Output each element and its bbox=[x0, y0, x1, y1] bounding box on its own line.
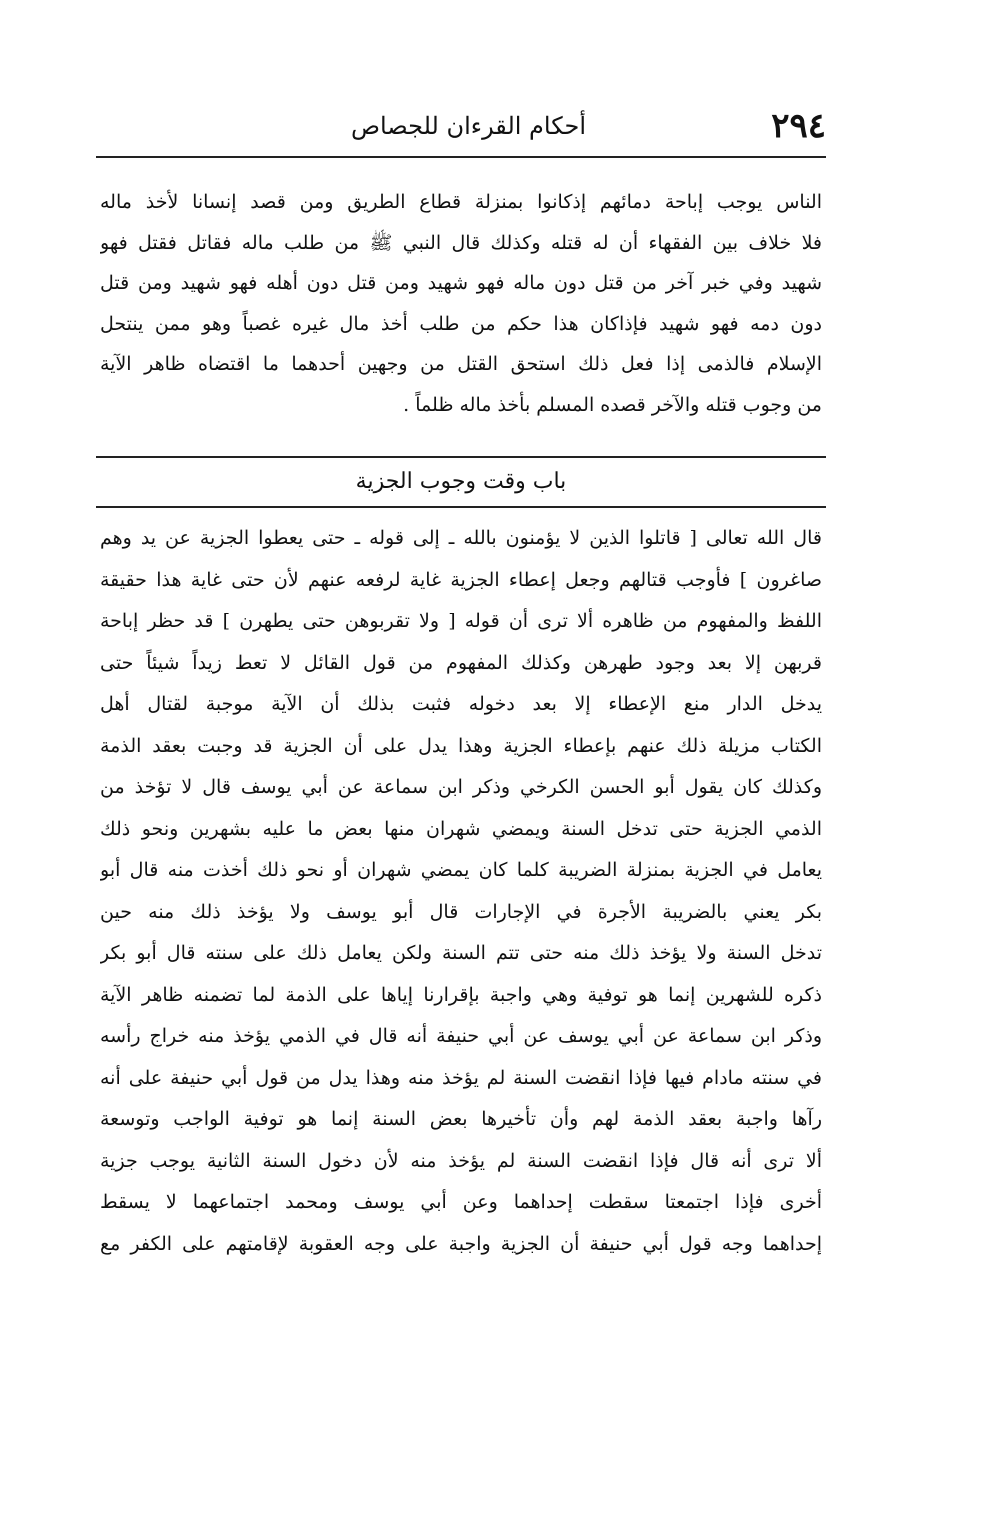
paragraph-1 bbox=[100, 182, 822, 425]
text-line: يعامل في الجزية بمنزلة الضريبة كلما كان يمضي شهران أو نحو ذلك أخذت منه قال أبو bbox=[100, 859, 822, 881]
text-line: أخرى فإذا اجتمعتا سقطت إحداهما وعن أبي يوسف ومحمد اجتماعهما لا يسقط bbox=[100, 1191, 822, 1213]
text-line: فلا خلاف بين الفقهاء أن له قتله وكذلك قال النبي ﷺ من طلب ماله فقاتل فقتل فهو bbox=[100, 231, 822, 254]
text-line: ذكره للشهرين إنما هو توفية وهي واجبة بإقرارنا إياها على الذمة لما تضمنه ظاهر الآية bbox=[100, 983, 822, 1006]
text-line: ألا ترى أنه قال فإذا انقضت السنة لم يؤخذ منه لأن دخول السنة الثانية يوجب جزية bbox=[100, 1149, 822, 1172]
text-line: الناس يوجب إباحة دمائهم إذكانوا بمنزلة قطاع الطريق ومن قصد إنسانا لأخذ ماله bbox=[100, 191, 822, 213]
section-rule-top bbox=[96, 456, 826, 458]
section-rule-bottom bbox=[96, 506, 826, 508]
text-line: الذمي الجزية حتى تدخل السنة ويمضي شهران منها بعض ما عليه بشهرين ونحو ذلك bbox=[100, 817, 822, 840]
paragraph-2 bbox=[100, 518, 822, 1265]
text-line: قربهن إلا بعد وجود طهرهن وكذلك المفهوم من قول القائل لا تعط زيداً شيئاً حتى bbox=[100, 651, 822, 674]
text-line: قال الله تعالى [ قاتلوا الذين لا يؤمنون بالله ـ إلى قوله ـ حتى يعطوا الجزية عن يد وهم bbox=[100, 527, 822, 549]
text-line: الكتاب مزيلة ذلك عنهم بإعطاء الجزية وهذا يدل على أن الجزية قد وجبت بعقد الذمة bbox=[100, 734, 822, 757]
page-number: ٢٩٤ bbox=[771, 106, 826, 146]
page-header bbox=[96, 100, 826, 152]
text-line: إحداهما وجه قول أبي حنيفة أن الجزية واجبة على وجه العقوبة لإقامتهم على الكفر مع bbox=[100, 1232, 822, 1255]
section-heading: باب وقت وجوب الجزية bbox=[355, 469, 567, 494]
text-line: اللفظ والمفهوم من ظاهره ألا ترى أن قوله [ ولا تقربوهن حتى يطهرن ] قد حظر إباحة bbox=[100, 610, 822, 632]
text-line: صاغرون ] فأوجب قتالهم وجعل إعطاء الجزية غاية لرفعه عنهم لأن حتى غاية هذا حقيقة bbox=[100, 568, 822, 591]
text-line: الإسلام فالذمى إذا فعل ذلك استحق القتل من وجهين أحدهما ما اقتضاه ظاهر الآية bbox=[100, 353, 822, 375]
text-line: شهيد وفي خبر آخر من قتل دون ماله فهو شهيد ومن قتل دون أهله فهو شهيد ومن قتل bbox=[100, 272, 822, 294]
text-line: من وجوب قتله والآخر قصده المسلم بأخذ ماله ظلماً . bbox=[403, 393, 822, 416]
text-line: تدخل السنة ولا يؤخذ ذلك منه حتى تتم السنة ولكن يعامل ذلك على سنته قال أبو بكر bbox=[100, 942, 822, 964]
text-line: وكذلك كان يقول أبو الحسن الكرخي وذكر ابن سماعة عن أبي يوسف قال لا تؤخذ من bbox=[100, 776, 822, 798]
running-title: أحكام القرءان للجصاص bbox=[350, 112, 586, 140]
text-line: رآها واجبة بعقد الذمة لهم وأن تأخيرها بعض السنة إنما هو توفية الواجب وتوسعة bbox=[100, 1108, 822, 1130]
header-rule bbox=[96, 156, 826, 158]
text-line: دون دمه فهو شهيد فإذاكان هذا حكم من طلب أخذ مال غيره غصباً وهو ممن ينتحل bbox=[100, 312, 822, 335]
text-line: وذكر ابن سماعة عن أبي يوسف عن أبي حنيفة أنه قال في الذمي يؤخذ منه خراج رأسه bbox=[100, 1025, 822, 1047]
text-line: يدخل الدار منع الإعطاء إلا بعد دخوله فثبت بذلك أن الآية موجبة لقتال أهل bbox=[100, 693, 822, 715]
text-line: بكر يعني بالضريبة الأجرة في الإجارات قال أبو يوسف ولا يؤخذ ذلك منه حين bbox=[100, 900, 822, 923]
text-line: في سنته مادام فيها فإذا انقضت السنة لم يؤخذ منه وهذا يدل من قول أبي حنيفة على أنه bbox=[100, 1066, 822, 1089]
